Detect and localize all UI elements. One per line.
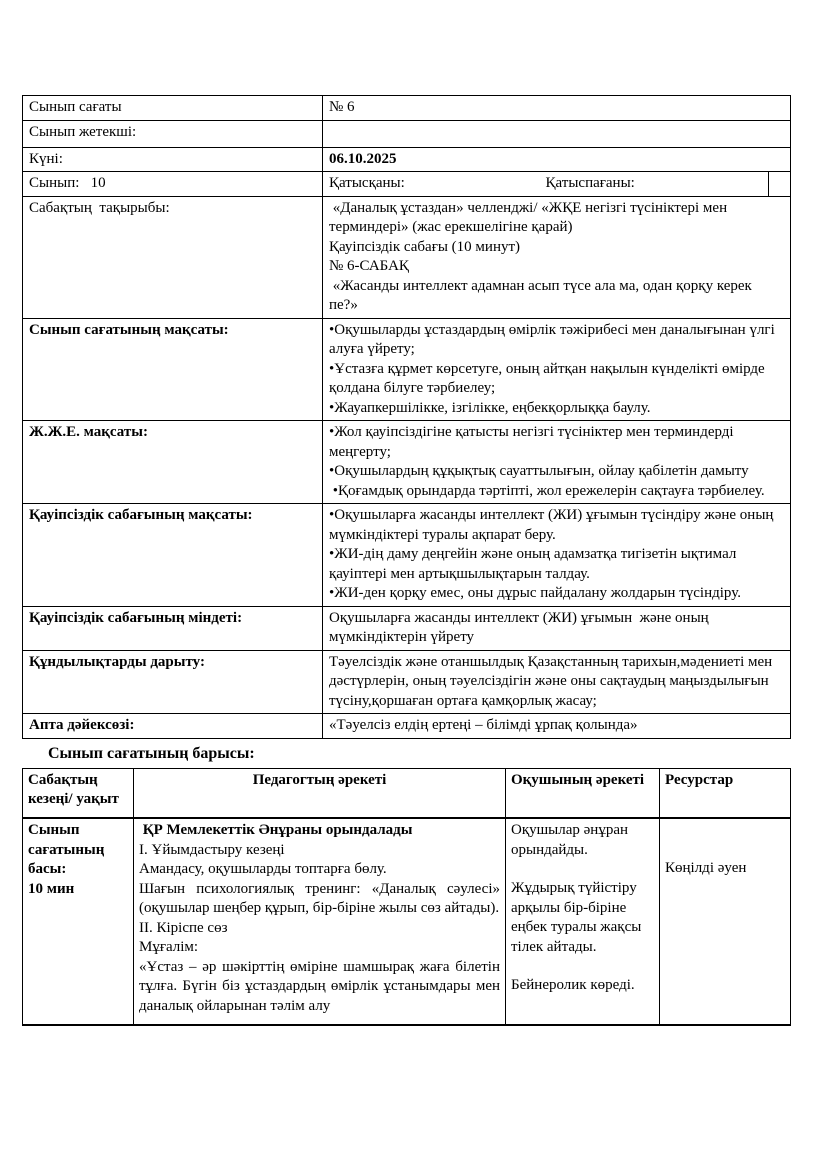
topic-line: «Даналық ұстаздан» челленджі/ «ЖҚЕ негізгі түсініктері мен терминдері» (жас ерекшелігіне қарай) <box>329 199 731 235</box>
attended-label: Қатысқаны: <box>329 175 405 191</box>
date-label: Күні: <box>29 150 63 167</box>
safety-goal-cell <box>323 504 791 607</box>
class-teacher-label: Сынып жетекші: <box>29 123 137 140</box>
week-quote-label: Апта дәйексөзі: <box>29 717 135 733</box>
student-para: Жұдырық түйістіру арқылы бір-біріне еңбек туралы жақсы тілек айтады. <box>511 880 646 955</box>
resources-cell <box>660 818 791 1025</box>
table-row <box>23 421 791 504</box>
attendance-cell <box>329 174 762 194</box>
class-goal-item: •Ұстазға құрмет көрсетуге, оның айтқан нақылын күнделікті өмірде қолдана білуге тәрбиелеу; <box>329 360 769 396</box>
values-label: Құндылықтарды дарыту: <box>29 653 205 670</box>
table-row <box>23 172 791 197</box>
teacher-para: Амандасу, оқушыларды топтарға бөлу. <box>139 861 387 878</box>
safety-goal-item: •ЖИ-ден қорқу емес, оны дұрыс пайдалану жолдарын түсіндіру. <box>329 585 741 601</box>
teacher-para: Шағын психологиялық тренинг: «Даналық сәулесі» (оқушылар шеңбер құрып, бір-біріне жылы сөз айтады). <box>139 880 504 917</box>
student-header: Оқушының әрекеті <box>511 771 645 788</box>
stage-cell <box>23 818 134 1025</box>
table-row <box>23 606 791 650</box>
teacher-header: Педагогтың әрекеті <box>252 771 387 788</box>
table-header-row <box>23 768 791 818</box>
table-row <box>23 96 791 121</box>
jje-goal-item: •Жол қауіпсіздігіне қатысты негізгі түсініктер мен терминдерді меңгерту; <box>329 424 738 460</box>
safety-goal-item: •ЖИ-дің даму деңгейін және оның адамзатқа тигізетін ықтимал қауіптері мен артықшылықтарын талдау. <box>329 546 741 582</box>
teacher-anthem-line: ҚР Мемлекеттік Әнұраны орындалады <box>139 822 413 839</box>
jje-goal-label: Ж.Ж.Е. мақсаты: <box>29 424 148 440</box>
class-goal-item: •Оқушыларды ұстаздардың өмірлік тәжірибесі мен даналығынан үлгі алуға үйрету; <box>329 321 779 357</box>
topic-line: Қауіпсіздік сабағы (10 минут) <box>329 238 521 255</box>
course-heading: Сынып сағатының барысы: <box>48 744 255 762</box>
stage-title: Сынып сағатының басы: <box>28 822 109 878</box>
safety-task-text: Оқушыларға жасанды интеллект (ЖИ) ұғымын және оның мүмкіндіктерін үйрету <box>329 609 713 645</box>
resources-header: Ресурстар <box>665 771 734 788</box>
table-row <box>23 147 791 172</box>
topic-label: Сабақтың тақырыбы: <box>29 199 170 216</box>
jje-goal-cell <box>323 421 791 504</box>
student-para: Оқушылар әнұран орындайды. <box>511 822 632 858</box>
stage-header: Сабақтың кезеңі/ уақыт <box>28 771 119 808</box>
date-value: 06.10.2025 <box>329 150 397 167</box>
class-goal-label: Сынып сағатының мақсаты: <box>29 321 229 338</box>
lesson-flow-table <box>22 768 791 1027</box>
safety-goal-item: •Оқушыларға жасанды интеллект (ЖИ) ұғымын түсіндіру және оның мүмкіндіктері туралы ақпарат беру. <box>329 507 778 543</box>
lesson-plan-document <box>22 95 790 1026</box>
class-goal-item: •Жауапкершілікке, ізгілікке, еңбекқорлыққа баулу. <box>329 399 651 416</box>
table-row <box>23 196 791 318</box>
lesson-info-table <box>22 95 791 739</box>
grade-label: Сынып: 10 <box>29 175 106 191</box>
table-row <box>23 318 791 421</box>
class-hour-label: Сынып сағаты <box>29 99 122 115</box>
topic-line: № 6-САБАҚ <box>329 258 409 274</box>
jje-goal-item: •Оқушылардың құқықтық сауаттылығын, ойлау қабілетін дамыту <box>329 463 749 479</box>
safety-task-label: Қауіпсіздік сабағының міндеті: <box>29 609 243 626</box>
table-row <box>23 120 791 147</box>
student-para: Бейнеролик көреді. <box>511 977 635 994</box>
teacher-para: І. Ұйымдастыру кезеңі <box>139 841 285 858</box>
absent-label: Қатыспағаны: <box>545 175 635 191</box>
teacher-cell <box>134 818 506 1025</box>
topic-line: «Жасанды интеллект адамнан асып түсе ала ма, одан қорқу керек пе?» <box>329 277 756 313</box>
table-row <box>23 504 791 607</box>
class-goal-cell <box>323 318 791 421</box>
topic-cell <box>323 196 791 318</box>
week-quote-text: «Тәуелсіз елдің ертеңі – білімді ұрпақ қолында» <box>329 717 638 733</box>
teacher-para: «Ұстаз – әр шәкірттің өміріне шамшырақ жаға білетін тұлға. Бүгін біз ұстаздардың өмірлік ұстанымдары мен даналық ойларынан тәлім алу <box>139 958 504 1014</box>
resources-text: Көңілді әуен <box>665 860 747 877</box>
teacher-para: ІІ. Кіріспе сөз <box>139 919 228 936</box>
class-hour-number: № 6 <box>329 99 355 115</box>
jje-goal-item: •Қоғамдық орындарда тәртіпті, жол ережелерін сақтауға тәрбиелеу. <box>329 482 765 499</box>
teacher-para: Мұғалім: <box>139 939 199 956</box>
table-row <box>23 650 791 714</box>
table-row <box>23 818 791 1025</box>
values-text: Тәуелсіздік және отаншылдық Қазақстанның тарихын,мәдениеті мен дәстүрлерін, оның тәуелсіздігін және оны сақтаудың маңыздылығын түсіну,қоршаған ортаға қамқорлық жасау; <box>329 653 777 709</box>
stage-duration: 10 мин <box>28 880 75 897</box>
table-row <box>23 714 791 739</box>
student-cell <box>506 818 660 1025</box>
safety-goal-label: Қауіпсіздік сабағының мақсаты: <box>29 507 253 523</box>
